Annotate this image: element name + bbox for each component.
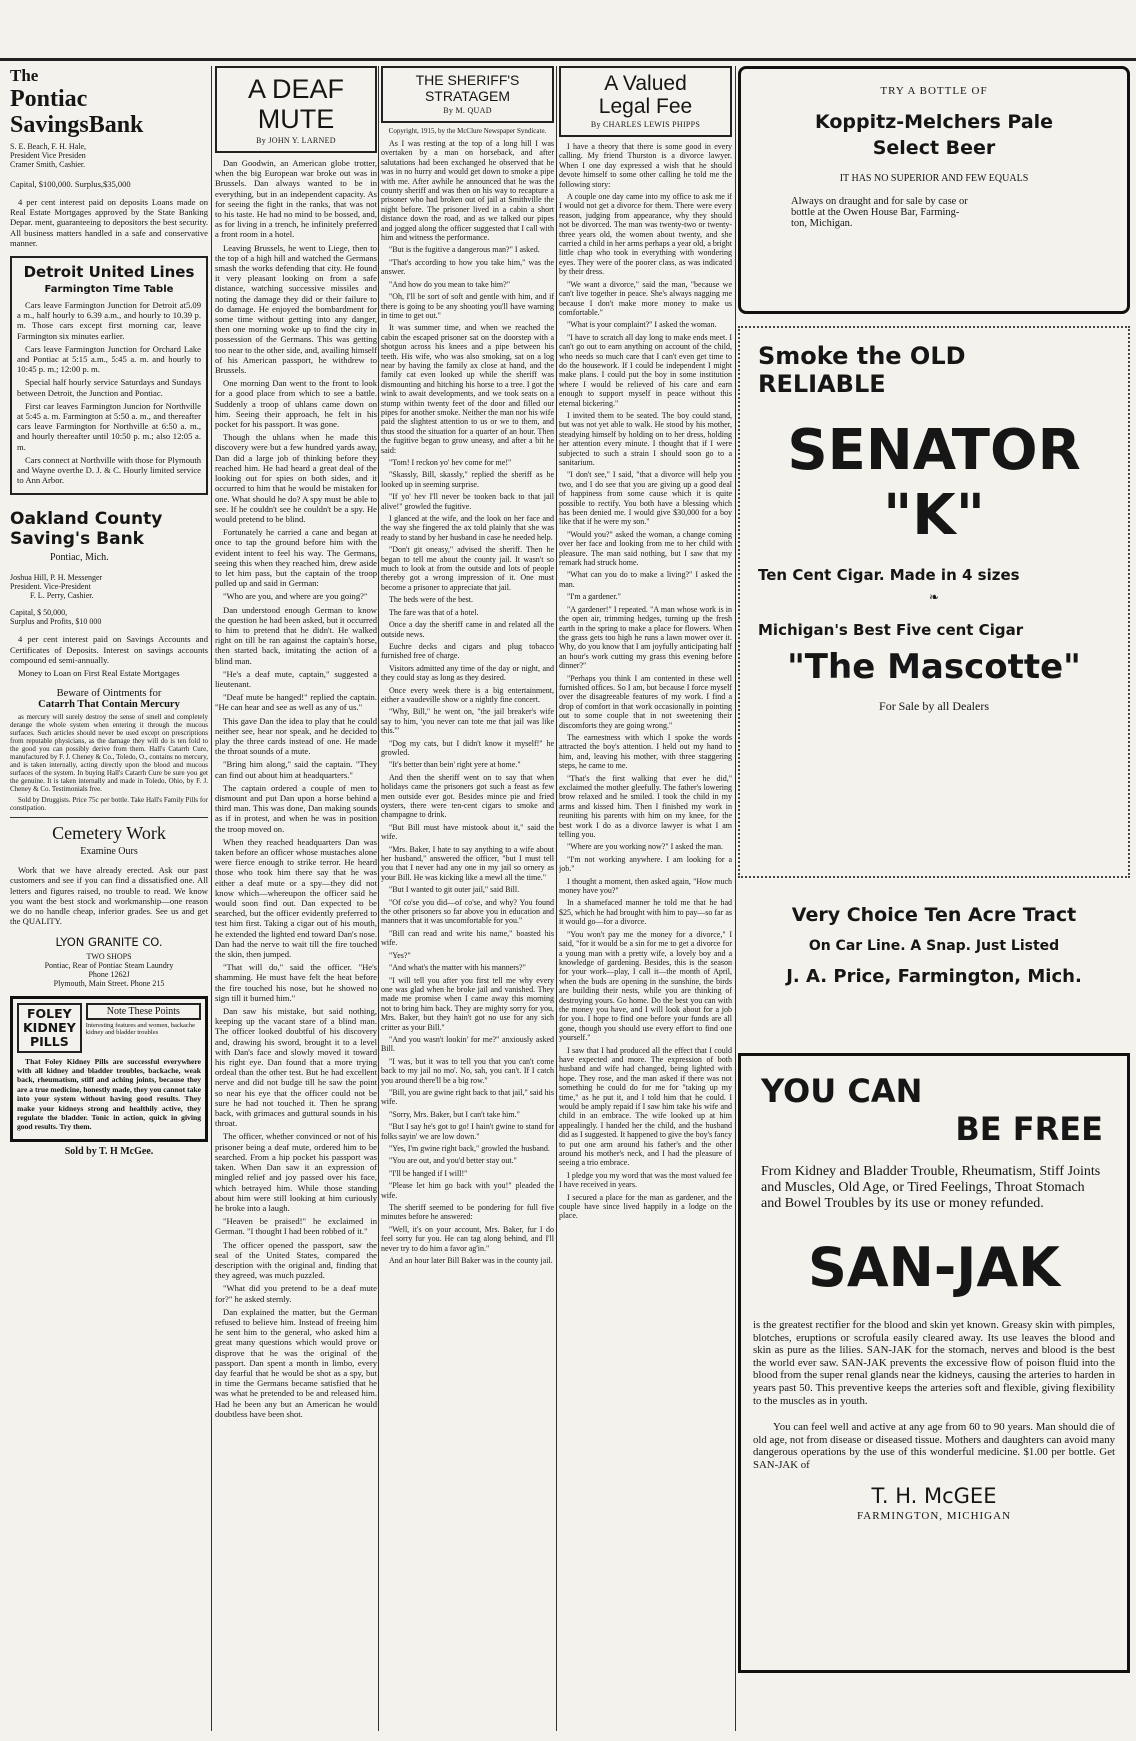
story-paragraph: "He's a deaf mute, captain," suggested a lieutenant.: [215, 668, 377, 689]
bank-capital: Capital, $100,000. Surplus,$35,000: [10, 179, 131, 189]
story-paragraph: "I will tell you after you first tell me why every one was glad when he broke jail and vanished. They made me promise when I came away this morning not to bring him back. They are mighty sorry for you, Mrs. Baker, but they hain't got no use for any sich critter as your Bill.": [381, 975, 554, 1032]
story-paragraph: "Who are you, and where are you going?": [223, 591, 368, 602]
sheriff-headline-box: [381, 66, 554, 123]
story-paragraph: "You won't pay me the money for a divorce," I said, "for it would be a sin for me to get a divorce for a young man with a pretty wife, a lovely boy and a knowledge of gardening. Besides, this is the season for your work—play, I call it—the month of April, when the buds are opening in the sunshine, the birds are building their nests, while you are thinking of destroying yours. Go home. Do the best you can with the money you have, and I will look about for a job for you. I hope to find one before your funds are all gone, though you should use every effort to find one yourself.": [559, 929, 732, 1043]
story-paragraph: "Don't git oneasy," advised the sheriff. Then he began to tell me about the county jail. It wasn't so much to look at from the outside and lots of people thereby got a wrong impression of it. One must become a prisoner to appreciate that jail.: [381, 545, 554, 592]
story-paragraph: "And what's the matter with his manners?": [389, 963, 526, 973]
dul-paragraph: Cars leave Farmington Junction for Detroit at5.09 a m., half hourly to 6.39 a.m., and hourly to 10.39 p. m. Those cars except first morning car, leave Farmington six minutes earlier.: [17, 300, 201, 341]
column-1: [10, 66, 208, 1157]
cigar-smoke-2: RELIABLE: [758, 370, 886, 398]
cemetery-work-ad: [10, 823, 208, 987]
foley-sold: Sold by T. H McGee.: [64, 1145, 154, 1157]
story-paragraph: The earnestness with which I spoke the words attracted the boy's attention. I held out my hand to him, and, leaving his mother, with three staggering steps, he came to me.: [559, 732, 732, 771]
story-paragraph: "Sorry, Mrs. Baker, but I can't take him.": [389, 1109, 520, 1119]
lyon-subtitle: TWO SHOPS: [86, 951, 132, 961]
story-paragraph: The fare was that of a hotel.: [389, 607, 479, 617]
tract-line-3: J. A. Price, Farmington, Mich.: [786, 966, 1082, 987]
story-paragraph: Leaving Brussels, he went to Liege, then to the top of a high hill and watched the Germans smash the works defending that city. He found it very pleasant looking on from a safe distance, watching successive missiles and noting the damage they did or their failure to do damage. He enjoyed the bombardment for some time without getting into any danger, then one morning woke up to find the city in possession of the Germans. This was getting too near to the other side, and, availing himself of his American passport, he withdrew to Brussels.: [215, 242, 377, 376]
story-paragraph: The sheriff seemed to be pondering for full five minutes before he answered:: [381, 1203, 554, 1222]
legal-fee-byline: By CHARLES LEWIS PHIPPS: [590, 120, 701, 129]
cigar-sale: For Sale by all Dealers: [879, 699, 989, 713]
story-paragraph: When they reached headquarters Dan was taken before an officer whose mustaches alone were fierce enough to strike terror. He heard those who took him there say that he was either a deaf mute or a spy—they did not know which—whereupon the officer said he would soon find out. Dan expected to be searched, but the officer evidently preferred to test him first. Taking a cigar out of his mouth, he extended the lighted end toward Dan's nose. Dan had the nerve to wait till the fire touched the skin, then jumped.: [215, 836, 377, 960]
legal-fee-story: [559, 142, 732, 1221]
sanjak-you-can: YOU CAN: [761, 1072, 923, 1110]
dul-paragraph: Special half hourly service Saturdays and Sundays between Detroit, the Junction and Pontiac.: [17, 377, 201, 398]
bank-text: 4 per cent interest paid on deposits Loans made on Real Estate Mortgages approved by the State Banking Depar. ment, guaranteeing to depositors the best security. All business matters handled in a safe and conservative manner.: [10, 197, 208, 248]
foley-text: That Foley Kidney Pills are successful everywhere with all kidney and bladder troubles, backache, weak back, rheumatism, stiff and aching joints, because they are a true medicine, honestly made, they you cannot take into your system without having good results. They make your kidneys strong and healthily active, they regulate the bladder. Tonic in action, quick in giving good results. Try them.: [17, 1056, 201, 1132]
story-paragraph: "Where are you working now?" I asked the man.: [567, 842, 724, 852]
story-paragraph: "Bill can read and write his name," boasted his wife.: [381, 928, 554, 948]
sheriff-copyright: Copyright, 1915, by the McClure Newspaper Syndicate.: [388, 127, 547, 135]
story-paragraph: I pledge you my word that was the most valued fee I have received in years.: [559, 1170, 732, 1190]
story-paragraph: "Yes?": [389, 950, 411, 960]
ocsb-officers-3: F. L. Perry, Cashier.: [30, 591, 94, 601]
dul-subtitle: Farmington Time Table: [44, 284, 174, 296]
bank-officers-1: S. E. Beach, F. H. Hale,: [10, 142, 87, 151]
story-paragraph: I have a theory that there is some good in every calling. My friend Thurston is a divorce lawyer. When I one day expressed a wish that he should devote himself to some other calling he told me the following story:: [559, 142, 732, 189]
story-paragraph: Once every week there is a big entertainment, either a vaudeville show or a nightly fine concert.: [381, 685, 554, 704]
senator-cigar-ad: [738, 326, 1130, 878]
cigar-ten-cent: Ten Cent Cigar. Made in 4 sizes: [758, 566, 1020, 584]
deaf-mute-headline-box: [215, 66, 377, 153]
story-paragraph: "I'm a gardener.": [567, 592, 621, 602]
column-4: [559, 66, 732, 1224]
foley-kidney-pills-ad: [10, 996, 208, 1142]
story-paragraph: I glanced at the wife, and the look on her face and the way she fingered the ax told plainly that she was ready to stand by her husband in case he needed help.: [381, 514, 554, 542]
sanjak-text-2: You can feel well and active at any age from 60 to 90 years. Man should die of old age, not from disease or diseased tissue. Mothers and daughters can avoid many dangerous operations by the use of this wonderful medicine. $1.00 per bottle. Get SAN-JAK of: [753, 1421, 1115, 1471]
story-paragraph: The beds were of the best.: [389, 595, 473, 605]
story-paragraph: Euchre decks and cigars and plug tobacco furnished free of charge.: [381, 641, 554, 661]
story-paragraph: "Why, Bill," he went on, "the jail breaker's wife say to him, 'you never can tote me that jail was like this.'": [381, 707, 554, 736]
story-paragraph: "Oh, I'll be sort of soft and gentle with him, and if there is going to be any shooting you'll have warning in time to get out.": [381, 292, 554, 320]
foley-logo-1: FOLEY: [27, 1005, 72, 1021]
ten-acre-tract-ad: [738, 878, 1130, 1053]
legal-fee-headline-2: Legal Fee: [598, 95, 693, 118]
sheriff-story: [381, 139, 554, 1265]
story-paragraph: "Of co'se you did—of co'se, and why? You found the other prisoners so far above you in education and manners that it was uncomfortable for you.": [381, 897, 554, 926]
beer-text-1: Always on draught and for sale by case or: [791, 196, 968, 207]
sheriff-byline: By M. QUAD: [443, 106, 492, 115]
sanjak-dealer: T. H. McGEE: [871, 1483, 997, 1508]
story-paragraph: The officer opened the passport, saw the seal of the United States, compared the description with the original and, finding that they agreed, was much puzzled.: [215, 1239, 377, 1281]
story-paragraph: "Bill, you are gwine right back to that jail," said his wife.: [381, 1087, 554, 1107]
story-paragraph: Visitors admitted any time of the day or night, and they could stay as long as they desired.: [381, 663, 554, 683]
story-paragraph: "That will do," said the officer. "He's shamming. He must have felt the heat before the fire touched his nose, but he showed no sign till it burned him.": [215, 962, 377, 1003]
ocsb-surplus: Surplus and Profits, $10 000: [10, 617, 102, 627]
cigar-k: "K": [883, 483, 985, 548]
story-paragraph: Though the uhlans when he made this discovery were but a few hundred yards away, Dan did a large job of thinking before they reached him. He had heard a great deal of the looking out for spies on both sides, and it occurred to him that he would be mistaken for one. What should he do? A spy must be able to see. If he couldn't see he couldn't be a spy. He would pretend to be blind.: [215, 432, 377, 524]
legal-fee-headline-box: [559, 66, 732, 137]
story-paragraph: And then the sheriff went on to say that when holidays came the prisoners got such a feast as few men outside ever got. Besides mince pie and fried oysters, there were ten-cent cigars to smoke and champagne to drink.: [381, 772, 554, 820]
story-paragraph: "That's according to how you take him," was the answer.: [381, 257, 554, 277]
bank-name-1: Pontiac: [10, 86, 88, 112]
column-2: [215, 66, 377, 1422]
cemetery-title: Cemetery Work: [52, 823, 166, 844]
cigar-senator: SENATOR: [787, 418, 1081, 483]
column-rule: [735, 66, 736, 1731]
sanjak-text: is the greatest rectifier for the blood and skin yet known. Greasy skin with pimples, blotches, eruptions or scrofula easily cleared away. Its use leaves the blood and skin as pure as the lilies. SAN-JAK for the stomach, nerves and blood is the best the world ever saw. SAN-JAK prevents the excessive flow of poison fluid into the blood from the super renal glands near the kidneys, causing the arteries to harden in years past 50. This preventive keeps the arteries soft and flexible, giving flexibility to the muscles as in youth.: [753, 1319, 1115, 1407]
story-paragraph: "Yes, I'm gwine right back," growled the husband.: [389, 1144, 550, 1153]
cigar-michigan-best: Michigan's Best Five cent Cigar: [758, 621, 1024, 639]
ocsb-place: Pontiac, Mich.: [50, 552, 109, 564]
bank-officers-3: Cramer Smith, Cashier.: [10, 160, 86, 169]
ocsb-loans: Money to Loan on First Real Estate Mortgages: [18, 668, 180, 679]
cemetery-subtitle: Examine Ours: [80, 846, 138, 858]
dul-paragraph: Cars connect at Northville with those for Plymouth and Wayne overthe D. J. & C. Hourly limited service to Ann Arbor.: [17, 454, 201, 486]
bank-officers-2: President Vice Presiden: [10, 151, 86, 160]
story-paragraph: "Deaf mute be hanged!" replied the captain. "He can hear and see as well as any of us.": [215, 692, 377, 713]
story-paragraph: "But I wanted to git outer jail," said Bill.: [389, 885, 520, 895]
beer-name-2: Select Beer: [872, 137, 996, 159]
ocsb-officers-2: President. Vice-President: [10, 582, 91, 592]
story-paragraph: "It's better than bein' right yere at home.": [389, 760, 521, 770]
story-paragraph: Dan understood enough German to know the question he had been asked, but it occurred to him to pretend that he didn't. He walked right on till he ran against the captain's horse, then started back, imitating the action of a blind man.: [215, 604, 377, 666]
sanjak-be-free: BE FREE: [955, 1110, 1103, 1148]
foley-note-text: Interesting features and women, backache kidney and bladder troubles: [85, 1021, 195, 1036]
sanjak-name: SAN-JAK: [807, 1236, 1061, 1299]
bank-the: The: [10, 66, 39, 85]
pontiac-savings-bank-ad: [10, 66, 208, 248]
story-paragraph: "I have to scratch all day long to make ends meet. I can't go out to earn anything on account of the child, who needs so much care that I can't even get time to do the housework. If I could be independent I might make plans. I could put the boy in some institution where I would be relieved of his care and earn enough to support myself in peace without this eternal bickering.": [559, 332, 732, 408]
beware-title-2: Catarrh That Contain Mercury: [38, 699, 180, 711]
story-paragraph: "Mrs. Baker, I hate to say anything to a wife about her husband," answered the officer, "but I must tell you that I never had any one in my jail so ornery as your Bill. He was kicking like a mewl all the time.": [381, 844, 554, 882]
cigar-smoke-1: Smoke the OLD: [758, 342, 966, 370]
beer-ad: [738, 66, 1130, 314]
san-jak-ad: [738, 1053, 1130, 1673]
ocsb-officers-1: Joshua Hill, P. H. Messenger: [10, 573, 103, 583]
dul-title: Detroit United Lines: [23, 263, 195, 282]
story-paragraph: One morning Dan went to the front to look for a good place from which to see a battle. Suddenly a troop of uhlans came down on him. Seeing their approach, he felt in his pocket for his passport. It was gone.: [215, 378, 377, 430]
story-paragraph: "I'll be hanged if I will!": [389, 1168, 468, 1178]
divider: [10, 817, 208, 818]
story-paragraph: "We want a divorce," said the man, "because we can't live together in peace. She's always nagging me because I don't make more money to make us comfortable.": [559, 279, 732, 317]
column-3: [381, 66, 554, 1268]
ocsb-text: 4 per cent interest paid on Savings Accounts and Certificates of Deposits. Interest on savings accounts compound ed semi-annually.: [10, 634, 208, 665]
tract-line-1: Very Choice Ten Acre Tract: [791, 904, 1077, 926]
story-paragraph: It was summer time, and when we reached the cabin the escaped prisoner sat on the doorstep with a shotgun across his knees and a pipe between his teeth. His wife, who was also smoking, sat on a log near by having the family ax close at hand, and the family cat even looked up while the sheriff was dismounting and hitching his horse to a tree. I got the wink to await developments, and we took seats on a stump within twenty feet of the door and filled our pipes for another smoke. Neither the man nor his wife paid the slightest attention to us or we to them, and thus stood the situation for a quarter of an hour. Then the fugitive began to grow uneasy, and after a bit he said:: [381, 323, 554, 455]
lyon-line-3: Plymouth, Main Street. Phone 215: [53, 978, 165, 988]
story-paragraph: "If yo' hev I'll never be tooken back to that jail alive!" growled the fugitive.: [381, 492, 554, 511]
story-paragraph: The officer, whether convinced or not of his prisoner being a deaf mute, ordered him to be searched. From a hip pocket his passport was taken. When Dan saw it an expression of mingled relief and joy passed over his face, which betrayed him. While those standing about him were still looking at him curiously he broke into a laugh.: [215, 1131, 377, 1213]
deaf-mute-headline-2: MUTE: [257, 104, 335, 134]
story-paragraph: "Heaven be praised!" he exclaimed in German. "I thought I had been robbed of it.": [215, 1216, 377, 1237]
story-paragraph: "Skassly, Bill, skassly," replied the sheriff as he looked up in seeming surprise.: [381, 470, 554, 489]
story-paragraph: Once a day the sheriff came in and related all the outside news.: [381, 620, 554, 639]
story-paragraph: "Would you?" asked the woman, a change coming over her face and looking from me to her child with pleasure. The man said nothing, but I saw that my remark had struck home.: [559, 529, 732, 568]
lyon-line-1: Pontiac, Rear of Pontiac Steam Laundry: [44, 960, 174, 970]
beer-name-1: Koppitz-Melchers Pale: [814, 111, 1054, 133]
story-paragraph: "And how do you mean to take him?": [389, 279, 510, 289]
story-paragraph: I saw that I had produced all the effect that I could have expected and more. The expression of both husband and wife had changed, being lighted with hope. They rose, and the man asked if there was not something he could do for me for "taking up my time," as he put it, and I told him that he could. I would be amply repaid if I saw him take his wife and child in an embrace. The wife looked up at him appealingly. I handed her the child, and the husband did as I suggested. It happened to give the boy's fancy to put one arm around his father's and the other around his mother's neck, and I had the pleasure of seeing a trio embrace.: [559, 1045, 732, 1168]
story-paragraph: "You are out, and you'd better stay out.": [389, 1156, 517, 1166]
sanjak-place: FARMINGTON, MICHIGAN: [856, 1509, 1012, 1522]
story-paragraph: "I'm not working anywhere. I am looking for a job.": [559, 854, 732, 874]
story-paragraph: I thought a moment, then asked again, "How much money have you?": [559, 876, 732, 896]
story-paragraph: "I was, but it was to tell you that you can't come back to my jail no mo'. No, sah, you can't. If I catch you around there'll be a big row.": [381, 1056, 554, 1085]
detroit-united-lines-ad: [10, 256, 208, 495]
story-paragraph: "But is the fugitive a dangerous man?" I asked.: [389, 245, 540, 255]
ocsb-capital: Capital, $ 50,000,: [10, 608, 68, 618]
beware-text: as mercury will surely destroy the sense of smell and completely derange the whole system when entering it through the mucous surfaces. Such articles should never be used except on prescriptions from reputable physicians, as the damage they will do is ten fold to the good you can possibly derive from them. Hall's Catarrh Cure, manufactured by F. J. Cheney & Co., Toledo, O., contains no mercury, and is taken internally, acting directly upon the blood and mucous surfaces of the system. In buying Hall's Catarrh Cure be sure you get the genuine. It is taken internally and made in Toledo, Ohio, by F. J. Cheney & Co. Testimonials free.: [10, 713, 208, 794]
legal-fee-headline-1: A Valued: [604, 72, 687, 95]
story-paragraph: A couple one day came into my office to ask me if I would not get a divorce for them. There were every reason, judging from appearance, why they should not be divorced. The man was twenty-two or twenty-three years old, the women about twenty, and she carried a child in her arms perhaps a year old, a bright little chap who took in everything with wondering eyes. They were of the poorer class, as was indicated by their dress.: [559, 192, 732, 277]
story-paragraph: "But I say he's got to go! I hain't gwine to stand for folks sayin' we are low down.": [381, 1122, 554, 1141]
story-paragraph: I secured a place for the man as gardener, and the couple have since lived happily in a lodge on the place.: [559, 1192, 732, 1221]
story-paragraph: Fortunately he carried a cane and began at once to tap the ground before him with the evident intent to feel his way. The Germans, seeing this when they reached him, drew aside to let him pass, but the captain of the troop pulled up and said in German:: [215, 527, 377, 589]
story-paragraph: "Dog my cats, but I didn't know it myself!" he growled.: [381, 738, 554, 757]
foley-logo-3: PILLS: [30, 1033, 69, 1049]
beware-title-1: Beware of Ointments for: [56, 688, 162, 700]
story-paragraph: Dan Goodwin, an American globe trotter, when the big European war broke out was in Brussels. Dan always wanted to be in everything, but in an independent capacity. As for seeing the fight in the ranks, that was not to his taste. He had no mind to be bossed, and, as for living in a trench, he infinitely preferred a front room in a hotel.: [215, 158, 377, 240]
story-paragraph: This gave Dan the idea to play that he could neither see, hear nor speak, and he decided to play the three cards instead of one. He made the throat sounds of a mute.: [215, 715, 377, 757]
story-paragraph: "I don't see," I said, "that a divorce will help you two, and I do see that you are giving up a good deal of happiness from some cause which it is quite possible to rectify. You both have a blessing which has been denied me. I would give $30,000 for a boy like that if he were my son.": [559, 470, 732, 527]
deaf-mute-byline: By JOHN Y. LARNED: [256, 136, 336, 145]
story-paragraph: "Tom! I reckon yo' hev come for me!": [389, 458, 512, 467]
story-paragraph: The captain ordered a couple of men to dismount and put Dan upon a horse behind a third man. This was done, Dan making sounds as if in protest, and when he was in position the troop moved on.: [215, 782, 377, 834]
dul-paragraph: First car leaves Farmington Juncion for Northville at 5:45 a. m. Farmington at 5:50 a. m., and thereafter cars leave Farmington for Northville at 6:50 a. m., and hourly thereafter until 10:50 p. m.; also 12:05 a. m.: [17, 400, 201, 452]
ocsb-title-1: Oakland County: [10, 509, 163, 530]
story-paragraph: And an hour later Bill Baker was in the county jail.: [389, 1256, 553, 1266]
bank-name-2: SavingsBank: [10, 112, 144, 138]
cigar-mascotte: "The Mascotte": [787, 647, 1081, 687]
column-5: [738, 66, 1130, 1673]
story-paragraph: "A gardener!" I repeated. "A man whose work is in the open air, trimming hedges, turning up the fresh earth in the spring to make a place for flowers. When the grass gets too high he runs a lawn mower over it. Why, do you know that I am joyfully anticipating half an hour's work cutting my grass this evening before dinner?": [559, 604, 732, 671]
column-rule: [556, 66, 557, 1731]
tract-line-2: On Car Line. A Snap. Just Listed: [808, 938, 1060, 954]
deaf-mute-story: [215, 158, 377, 1419]
beer-text-3: ton, Michigan.: [791, 218, 853, 229]
lyon-line-2: Phone 1262J: [88, 969, 130, 979]
story-paragraph: "Perhaps you think I am contented in these well furnished offices. So I am, but because I force myself over the disagreeable features of my work. I find a drop of comfort in that work occasionally in pointing out to some couple that in not sweetening their discomforts they are going wrong.": [559, 673, 732, 730]
story-paragraph: "And you wasn't lookin' for me?" anxiously asked Bill.: [381, 1034, 554, 1054]
sanjak-from: From Kidney and Bladder Trouble, Rheumatism, Stiff Joints and Muscles, Old Age, or Tired Feelings, Throat Stomach and Bowel Troubles by its use or money refunded.: [761, 1164, 1101, 1211]
story-paragraph: "What can you do to make a living?" I asked the man.: [559, 570, 732, 589]
story-paragraph: As I was resting at the top of a long hill I was overtaken by a man on horseback, and after salutations had been exchanged he observed that he was in no hurry and would get down to smoke a pipe with me. After awhile he announced that he was the county sheriff and was then on his way to recapture a prisoner who had broken out of jail at Smithville the night before. The prisoner lived in a cabin a short distance down the road, and as we talked our pipes and jogged along the officer suggested that I call with him and witness the performance.: [381, 139, 554, 243]
sheriff-headline-2: STRATAGEM: [424, 88, 511, 104]
dul-paragraph: Cars leave Farmington Junction for Orchard Lake and Pontiac at 5:15 a.m., 5:45 a. m. and hourly to 10:45 p. m.; 12:00 p. m.: [17, 343, 201, 375]
beer-text-2: bottle at the Owen House Bar, Farming-: [791, 207, 960, 218]
beer-try: TRY A BOTTLE OF: [880, 85, 988, 97]
story-paragraph: "But Bill must have mistook about it," said the wife.: [381, 822, 554, 842]
foley-note: Note These Points: [86, 1003, 201, 1020]
story-paragraph: Dan explained the matter, but the German refused to believe him. Instead of freeing him he sent him to the general, who asked him a great many questions which would prove or disprove that he was the original of the passport. Dan spent a month in limbo, every day fearful that he would be shot as a spy, but in time the Germans became satisfied that he was what he pretended to be and released him. Had he been any but an American he would doubtless have been shot.: [215, 1306, 377, 1419]
story-paragraph: Dan saw his mistake, but said nothing, keeping up the vacant stare of a blind man. The officer looked doubtful of his discovery and, drawing his sword, brought it to a level with Dan's face and slowly moved it toward his right eye. Dan found that a more trying ordeal than the other test. But he had excellent nerve and did not budge till he saw the point so near his eye that the officer could not be sure he had not touched it. Then he sprang back, with grimaces and guttural sounds in his throat.: [215, 1006, 377, 1129]
catarrh-ad: [10, 688, 208, 812]
story-paragraph: "What is your complaint?" I asked the woman.: [567, 320, 717, 330]
story-paragraph: "What did you pretend to be a deaf mute for?" he asked sternly.: [215, 1283, 377, 1304]
beer-no-superior: IT HAS NO SUPERIOR AND FEW EQUALS: [839, 173, 1029, 184]
beware-sold: Sold by Druggists. Price 75c per bottle. Take Hall's Family Pills for constipation.: [10, 796, 208, 813]
story-paragraph: "Bring him along," said the captain. "They can find out about him at headquarters.": [215, 759, 377, 780]
story-paragraph: "Well, it's on your account, Mrs. Baker, fur I do feel sorry fur you. He can tag along behind, and I'll never try to do him a favor ag'in.": [381, 1224, 554, 1253]
story-paragraph: "That's the first walking that ever he did," exclaimed the mother gleefully. The father's lowering brow relaxed and he smiled. I took the child in my arms and kissed him. Then I finished my work in reuniting his parents with him on my knee, for the best work I do as a divorce lawyer is what I am telling you.: [559, 773, 732, 840]
ornament: ❧: [928, 590, 940, 604]
column-rule: [378, 66, 379, 1731]
story-paragraph: In a shamefaced manner he told me that he had $25, which he had brought with him to pay—so far as it would go—for a divorce.: [559, 898, 732, 927]
story-paragraph: I invited them to be seated. The boy could stand, but was not yet able to walk. He stood by his mother, steadying himself by holding on to her dress, holding her attention every minute. I thought that if I were subjected to such a strain I should soon go to a sanitarium.: [559, 410, 732, 467]
cemetery-text: Work that we have already erected. Ask our past customers and see if you can find a dissatisfied one. All letters and figures raised, no trouble to read. We know you want the best stock and workmanship—one reason we do no handle cheap, inferior grades. See us and get the QUALITY.: [10, 865, 208, 927]
foley-logo: [17, 1003, 82, 1053]
top-rule: [0, 58, 1136, 61]
story-paragraph: "Please let him go back with you!" pleaded the wife.: [381, 1181, 554, 1200]
sheriff-headline-1: THE SHERIFF'S: [415, 72, 520, 88]
column-rule: [211, 66, 212, 1731]
deaf-mute-headline-1: A DEAF: [247, 74, 345, 104]
foley-logo-2: KIDNEY: [23, 1019, 76, 1035]
lyon-title: LYON GRANITE CO.: [55, 934, 163, 949]
ocsb-title-2: Saving's Bank: [10, 529, 144, 550]
oakland-county-bank-ad: [10, 509, 208, 678]
